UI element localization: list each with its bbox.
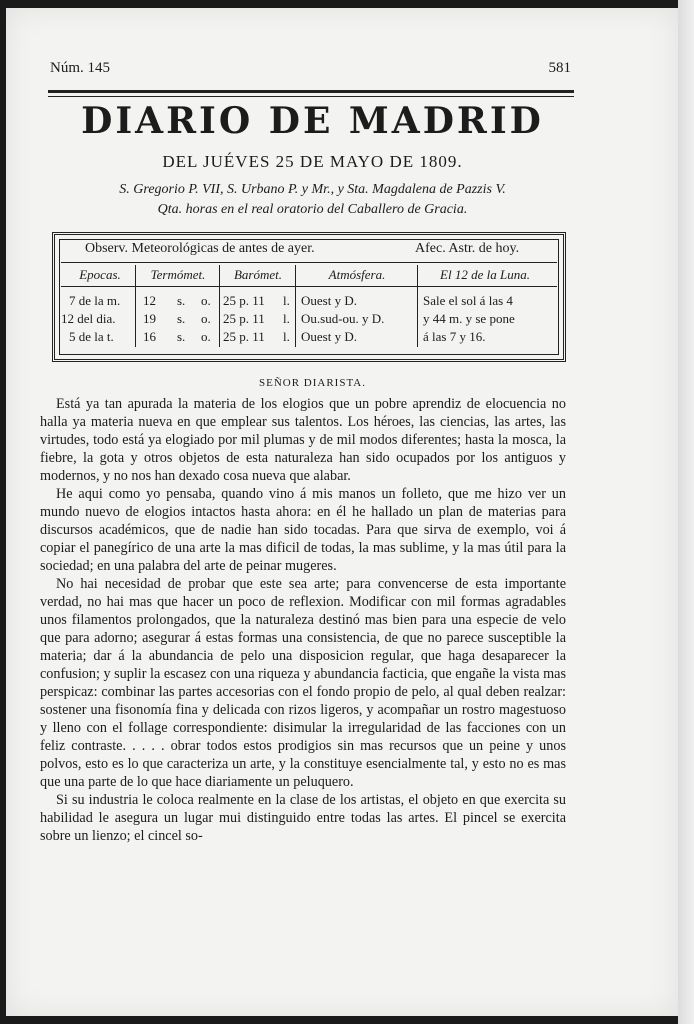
row-epoca: 7 de la m.	[69, 293, 121, 308]
row-termo-o: o.	[201, 329, 211, 344]
row-barom: 25 p. 11	[223, 311, 265, 326]
issue-number: Núm. 145	[50, 60, 110, 76]
astro-line: y 44 m. y se pone	[423, 311, 515, 326]
col-divider	[219, 265, 220, 347]
row-termo-o: o.	[201, 311, 211, 326]
col-header-termometro: Termómet.	[150, 267, 206, 282]
row-atmos: Ouest y D.	[301, 293, 357, 308]
col-divider	[417, 265, 418, 347]
row-epoca: 5 de la t.	[69, 329, 114, 344]
col-header-epocas: Epocas.	[79, 267, 121, 282]
col-divider	[295, 265, 296, 347]
row-termo: 16	[143, 329, 156, 344]
masthead-title: DIARIO DE MADRID	[81, 100, 544, 142]
row-termo-s: s.	[177, 329, 186, 344]
table-rule-top	[61, 262, 557, 263]
weather-table	[52, 232, 566, 362]
article-paragraph: No hai necesidad de probar que este sea arte; para convencerse de esta importante verdad, no hai mas que hacer un poco de reflexion. Modificar con mil formas agradables unos filamentos prolongados, que la naturaleza destinó mas bien para una especie de velo que para adorno; asegurar á estas formas una consistencia, de que no parece susceptible la materia; dar á la abundancia de pelo una disposicion regular, que haga desaparecer la confusion; y suplir la escasez con una riqueza y abundancia facticia, que engañe la vista mas perspicaz: combinar las partes accesorias con el fondo propio de pelo, al qual deben realzar: sostener una fisonomía fina y delicada con rizos ligeros, y acompañar un rostro magestuoso y lleno con el follage correspondiente: disimular la irregularidad de las facciones con un feliz contraste. . . . . obrar todos estos prodigios sin mas recursos que un peine y unos polvos, esto es lo que caracteriza un arte, y la constituye esencialmente tal, y esto no es mas que una parte de lo que hace diariamente un peluquero.	[40, 576, 566, 790]
header-rule	[48, 90, 574, 93]
row-termo: 19	[143, 311, 156, 326]
col-divider	[135, 265, 136, 347]
page-header	[50, 60, 575, 80]
saints-line-2: Qta. horas en el real oratorio del Caballero de Gracia.	[157, 202, 468, 217]
article-paragraph: He aqui como yo pensaba, quando vino á mis manos un folleto, que me hizo ver un mundo nuevo de elogios intactos hasta ahora: en él he hallado un plan de materias para discursos académicos, que de nadie han sido tocadas. Para que sirva de exemplo, voi á copiar el panegírico de una arte la mas dificil de todas, la mas sublime, y la mas útil para la sociedad; en una palabra del arte de peinar mugeres.	[40, 486, 566, 574]
row-termo-o: o.	[201, 293, 211, 308]
astro-heading: Afec. Astr. de hoy.	[415, 241, 520, 256]
row-barom: 25 p. 11	[223, 329, 265, 344]
row-barom-l: l.	[283, 311, 290, 326]
astro-line: á las 7 y 16.	[423, 329, 486, 344]
col-header-barometro: Barómet.	[233, 267, 283, 282]
article-paragraph: Está ya tan apurada la materia de los elogios que un pobre aprendiz de elocuencia no halla ya materia nueva en que emplear sus talentos. Los héroes, las ciencias, las artes, las virtudes, todo está ya elogiado por mil plumas y de mil modos diferentes; hasta la mosca, la fiebre, la gota y otros objetos de esta naturaleza han sido ocupados por los antiguos y modernos, y no nos han dexado cosa nueva que alabar.	[40, 396, 566, 484]
col-header-luna: El 12 de la Luna.	[440, 267, 530, 282]
page-edge	[678, 0, 694, 1024]
row-atmos: Ou.sud-ou. y D.	[301, 311, 385, 326]
saints-line-1: S. Gregorio P. VII, S. Urbano P. y Mr., y Sta. Magdalena de Pazzis V.	[119, 182, 506, 197]
row-atmos: Ouest y D.	[301, 329, 357, 344]
section-title: SEÑOR DIARISTA.	[258, 377, 366, 389]
row-termo-s: s.	[177, 293, 186, 308]
astro-line: Sale el sol á las 4	[423, 293, 513, 308]
article-body	[40, 395, 566, 845]
row-termo-s: s.	[177, 311, 186, 326]
col-header-atmosfera: Atmósfera.	[328, 267, 386, 282]
issue-date: DEL JUÉVES 25 DE MAYO DE 1809.	[162, 152, 463, 171]
saints-of-day	[40, 180, 585, 220]
row-barom-l: l.	[283, 293, 290, 308]
row-barom-l: l.	[283, 329, 290, 344]
row-termo: 12	[143, 293, 156, 308]
row-epoca: 12 del dia.	[61, 311, 116, 326]
article-paragraph: Si su industria le coloca realmente en la clase de los artistas, el objeto en que exercita su habilidad le asegura un lugar mui distinguido entre todas las artes. El pincel se exercita sobre un lienzo; el cincel so-	[40, 792, 566, 844]
page-number: 581	[548, 60, 571, 76]
weather-heading: Observ. Meteorológicas de antes de ayer.	[85, 241, 315, 256]
header-rule-thin	[48, 96, 574, 97]
row-barom: 25 p. 11	[223, 293, 265, 308]
